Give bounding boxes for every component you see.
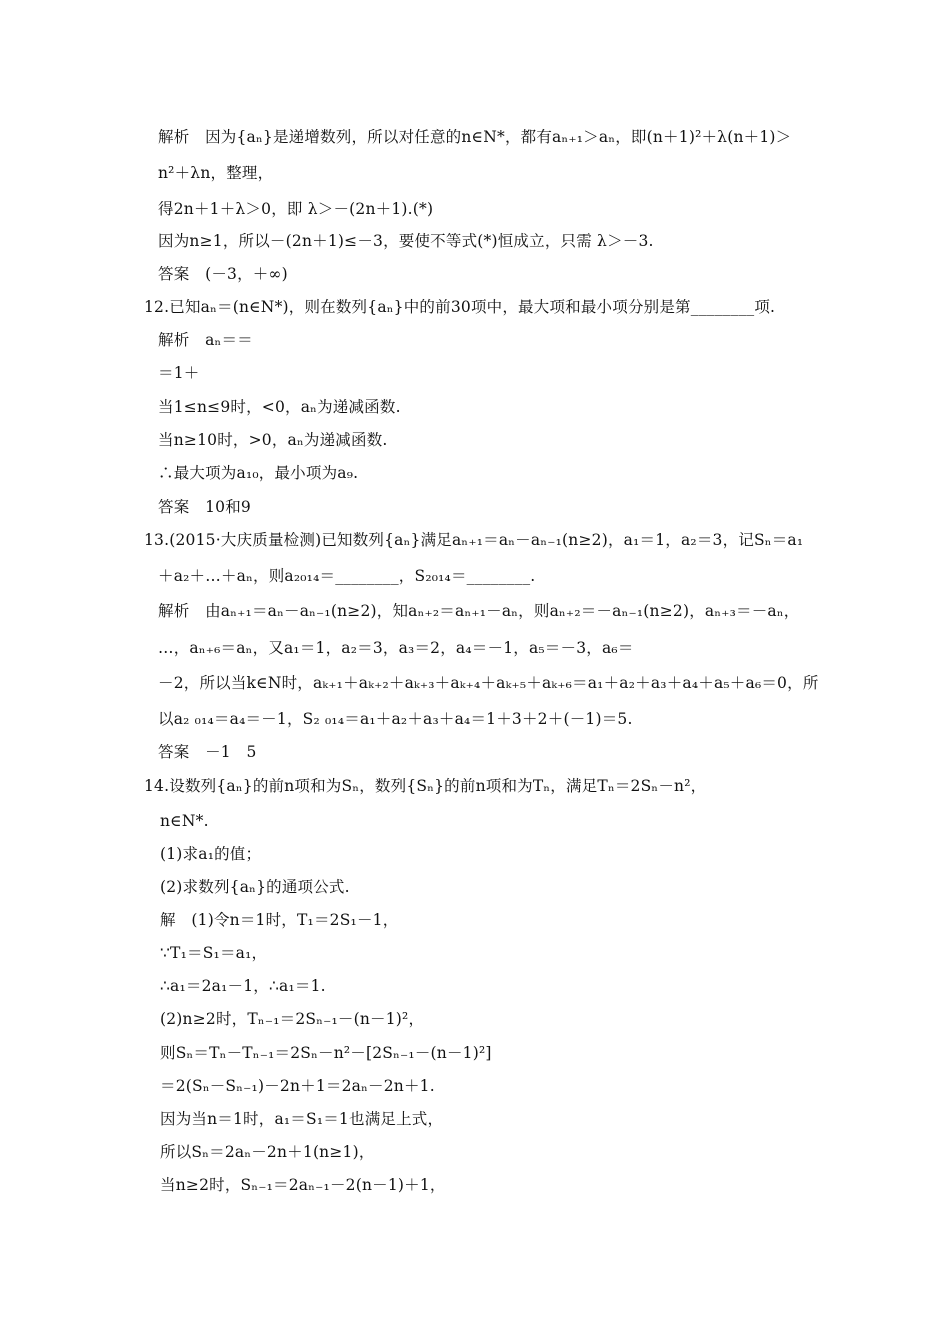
text-line: n²＋λn，整理，	[158, 164, 274, 182]
problem-12: 12.已知aₙ＝(n∈N*)，则在数列{aₙ}中的前30项中，最大项和最小项分别是第________项.	[144, 298, 776, 316]
answer-line: 答案 10和9	[158, 498, 251, 516]
text-line: 解析 aₙ＝＝	[158, 331, 253, 349]
text-line: ＝1＋	[158, 364, 200, 382]
answer-line: 答案 －1 5	[158, 743, 257, 761]
text-line: 解析 因为{aₙ}是递增数列，所以对任意的n∈N*，都有aₙ₊₁＞aₙ，即(n＋1)²＋λ(n＋1)＞	[158, 128, 792, 146]
text-line: 则Sₙ＝Tₙ－Tₙ₋₁＝2Sₙ－n²－[2Sₙ₋₁－(n－1)²]	[160, 1044, 492, 1062]
text-line: (1)求a₁的值；	[160, 845, 262, 863]
text-line: 因为当n＝1时，a₁＝S₁＝1也满足上式，	[160, 1110, 444, 1128]
text-line: ∴最大项为a₁₀，最小项为a₉.	[158, 464, 359, 482]
text-line: 以a₂ ₀₁₄＝a₄＝－1，S₂ ₀₁₄＝a₁＋a₂＋a₃＋a₄＝1＋3＋2＋(－1)＝5.	[158, 710, 633, 728]
text-line: (2)求数列{aₙ}的通项公式.	[160, 878, 350, 896]
text-line: 因为n≥1，所以－(2n＋1)≤－3，要使不等式(*)恒成立，只需 λ＞－3.	[158, 232, 654, 250]
text-line: ∴a₁＝2a₁－1，∴a₁＝1.	[160, 977, 326, 995]
problem-14: 14.设数列{aₙ}的前n项和为Sₙ，数列{Sₙ}的前n项和为Tₙ，满足Tₙ＝2Sₙ－n²，	[144, 777, 707, 795]
answer-line: 答案 (－3，＋∞)	[158, 265, 288, 283]
text-line: －2，所以当k∈N时，aₖ₊₁＋aₖ₊₂＋aₖ₊₃＋aₖ₊₄＋aₖ₊₅＋aₖ₊₆＝a₁＋a₂＋a₃＋a₄＋a₅＋a₆＝0，所	[158, 674, 819, 692]
text-line: 当n≥2时，Sₙ₋₁＝2aₙ₋₁－2(n－1)＋1，	[160, 1176, 446, 1194]
text-line: ∵T₁＝S₁＝a₁，	[160, 944, 268, 962]
text-line: ＝2(Sₙ－Sₙ₋₁)－2n＋1＝2aₙ－2n＋1.	[160, 1077, 435, 1095]
text-line: 当1≤n≤9时，<0，aₙ为递减函数.	[158, 398, 401, 416]
text-line: 所以Sₙ＝2aₙ－2n＋1(n≥1)，	[160, 1143, 375, 1161]
text-line: 当n≥10时，>0，aₙ为递减函数.	[158, 431, 388, 449]
text-line: ＋a₂＋…＋aₙ，则a₂₀₁₄＝________，S₂₀₁₄＝________.	[158, 567, 536, 585]
text-line: 解析 由aₙ₊₁＝aₙ－aₙ₋₁(n≥2)，知aₙ₊₂＝aₙ₊₁－aₙ，则aₙ₊₂＝－aₙ₋₁(n≥2)，aₙ₊₃＝－aₙ，	[158, 602, 800, 620]
text-line: 解 (1)令n＝1时，T₁＝2S₁－1，	[160, 911, 399, 929]
text-line: …，aₙ₊₆＝aₙ，又a₁＝1，a₂＝3，a₃＝2，a₄＝－1，a₅＝－3，a₆＝	[158, 639, 634, 657]
text-line: (2)n≥2时，Tₙ₋₁＝2Sₙ₋₁－(n－1)²，	[160, 1010, 425, 1028]
text-line: 得2n＋1＋λ＞0，即 λ＞－(2n＋1).(*)	[158, 200, 434, 218]
text-line: n∈N*.	[160, 812, 209, 830]
problem-13: 13.(2015·大庆质量检测)已知数列{aₙ}满足aₙ₊₁＝aₙ－aₙ₋₁(n≥2)，a₁＝1，a₂＝3，记Sₙ＝a₁	[144, 531, 804, 549]
